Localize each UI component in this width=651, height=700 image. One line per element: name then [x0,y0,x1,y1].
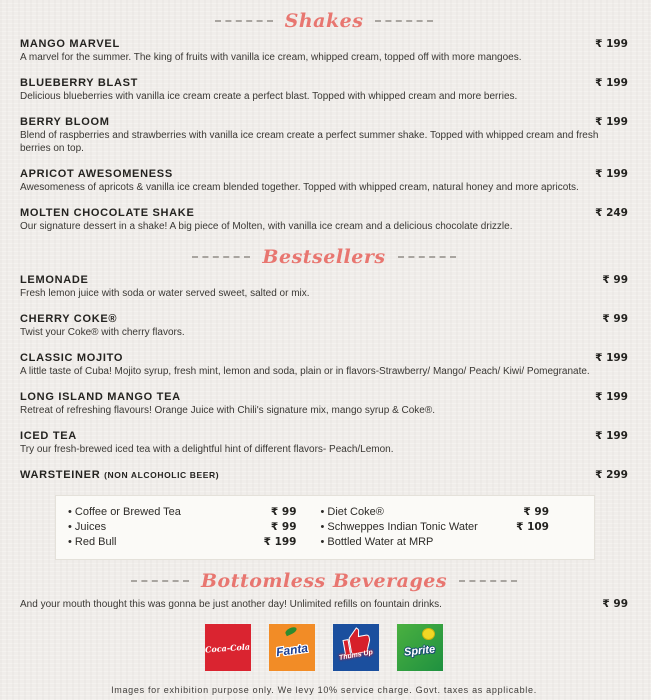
item-price: ₹ 199 [595,430,628,442]
item-description: Awesomeness of apricots & vanilla ice cream blended together. Topped with whipped cream, natural honey and more apricots. [20,182,579,193]
item-name: MANGO MARVEL [20,38,120,50]
item-description: Twist your Coke® with cherry flavors. [20,327,185,338]
menu-item-iced-tea [20,430,628,456]
menu-item-classic-mojito [20,352,628,378]
beverage-price: ₹ 99 [270,506,297,518]
item-name: BLUEBERRY BLAST [20,77,139,89]
item-price: ₹ 99 [602,274,628,286]
item-name: CHERRY COKE® [20,313,118,325]
item-description: Blend of raspberries and strawberries with vanilla ice cream create a perfect summer shake. Topped with whipped cream and fresh berries on top. [20,130,599,154]
sprite-logo-text: Sprite [403,642,437,659]
beverage-row [68,535,297,550]
brand-logos-row [20,624,628,671]
beverage-row [68,505,297,520]
beverage-row [321,535,550,550]
item-description: Try our fresh-brewed iced tea with a delightful hint of different flavors- Peach/Lemon. [20,444,394,455]
menu-item-blueberry-blast [20,77,628,103]
beverage-price-box [55,495,595,560]
bottomless-beverages-item [20,598,628,611]
footer-disclaimer: Images for exhibition purpose only. We levy 10% service charge. Govt. taxes as applicable. [111,685,537,695]
item-price: ₹ 199 [595,116,628,128]
dash-divider [459,580,517,582]
section-header-bestsellers [20,246,628,268]
beverage-label: • Bottled Water at MRP [321,535,434,550]
beverage-price: ₹ 99 [523,506,549,518]
beverage-box-left-column [68,505,297,550]
item-price: ₹ 199 [595,168,628,180]
beverage-label: • Coffee or Brewed Tea [68,505,181,520]
item-name: MOLTEN CHOCOLATE SHAKE [20,207,195,219]
beverage-label: • Schweppes Indian Tonic Water [321,520,478,535]
sprite-logo [397,624,443,671]
section-title: Bottomless Beverages [200,570,448,592]
section-header-bottomless-beverages [20,570,628,592]
item-description: Retreat of refreshing flavours! Orange Juice with Chili's signature mix, mango syrup & Coke®. [20,405,436,416]
dash-divider [375,20,433,22]
beverage-row [321,505,550,520]
item-price: ₹ 299 [595,469,628,481]
item-name: BERRY BLOOM [20,116,110,128]
item-price: ₹ 199 [595,38,628,50]
section-title: Bestsellers [262,246,386,268]
menu-item-warsteiner [20,469,628,482]
sprite-lemon-icon [422,628,435,640]
item-description: A marvel for the summer. The king of fruits with vanilla ice cream, whipped cream, topped off with more mangoes. [20,52,522,63]
beverage-price: ₹ 199 [263,536,297,548]
coca-cola-logo-text: Coca-Cola [205,640,251,655]
menu-item-berry-bloom [20,116,628,155]
item-price: ₹ 199 [595,352,628,364]
item-description: Our signature dessert in a shake! A big piece of Molten, with vanilla ice cream and a delicious chocolate drizzle. [20,221,513,232]
dash-divider [131,580,189,582]
beverage-label: • Red Bull [68,535,117,550]
item-description: A little taste of Cuba! Mojito syrup, fresh mint, lemon and soda, plain or in flavors-Strawberry/ Mango/ Peach/ Kiwi/ Pomegranate. [20,366,590,377]
dash-divider [215,20,273,22]
item-description: Delicious blueberries with vanilla ice cream create a perfect blast. Topped with whipped cream and more berries. [20,91,518,102]
menu-item-cherry-coke [20,313,628,339]
menu-item-lemonade [20,274,628,300]
item-name [20,469,219,482]
item-name-suffix: (NON ALCOHOLIC BEER) [104,470,220,480]
item-description: And your mouth thought this was gonna be just another day! Unlimited refills on fountain drinks. [20,599,442,610]
item-name: CLASSIC MOJITO [20,352,124,364]
section-title: Shakes [284,10,364,32]
section-header-shakes [20,10,628,32]
fanta-leaf-icon [284,626,297,637]
item-description: Fresh lemon juice with soda or water served sweet, salted or mix. [20,288,310,299]
fanta-logo [269,624,315,671]
menu-item-molten-chocolate-shake [20,207,628,233]
item-name-text: WARSTEINER [20,469,101,481]
item-price: ₹ 199 [595,391,628,403]
coca-cola-logo [205,624,251,671]
beverage-row [68,520,297,535]
item-name: ICED TEA [20,430,77,442]
fanta-logo-text: Fanta [275,640,309,659]
thums-up-logo-text: Thums Up [338,649,374,662]
menu-item-apricot-awesomeness [20,168,628,194]
dash-divider [398,256,456,258]
beverage-price: ₹ 109 [516,521,549,533]
item-name: LEMONADE [20,274,89,286]
beverage-label: • Juices [68,520,106,535]
beverage-box-right-column [321,505,550,550]
beverage-row [321,520,550,535]
item-price: ₹ 99 [602,313,628,325]
item-price: ₹ 249 [595,207,628,219]
item-name: APRICOT AWESOMENESS [20,168,173,180]
thums-up-logo [333,624,379,671]
item-price: ₹ 99 [602,598,628,610]
dash-divider [192,256,250,258]
item-name: LONG ISLAND MANGO TEA [20,391,181,403]
menu-item-long-island-mango-tea [20,391,628,417]
item-price: ₹ 199 [595,77,628,89]
beverage-price: ₹ 99 [270,521,297,533]
menu-item-mango-marvel [20,38,628,64]
beverage-label: • Diet Coke® [321,505,384,520]
